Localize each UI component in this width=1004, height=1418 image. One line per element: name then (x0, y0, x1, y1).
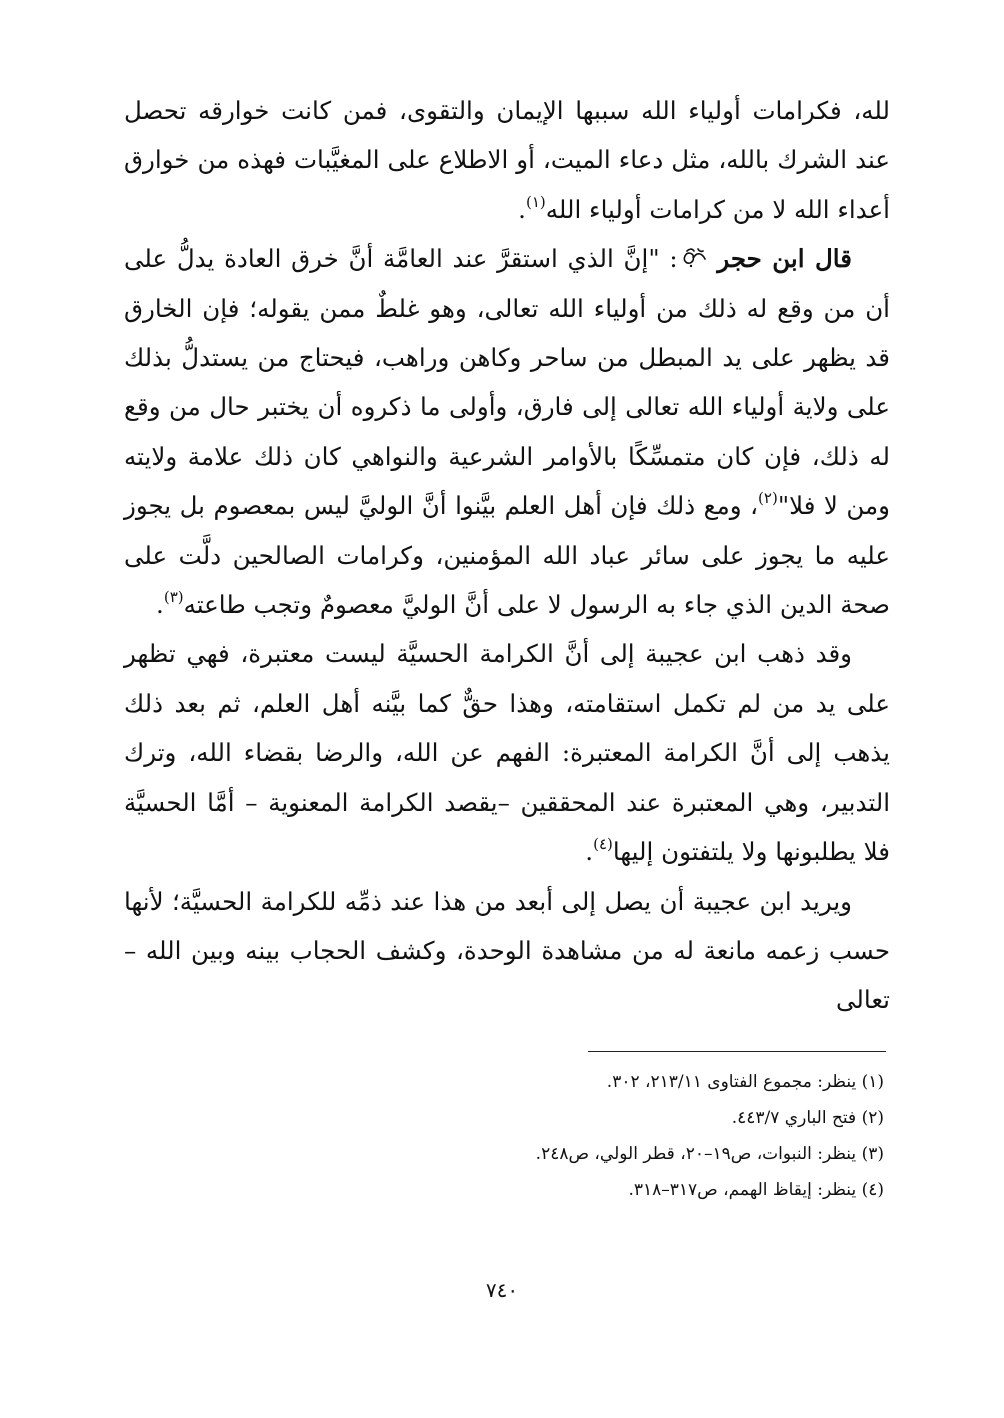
footnote-ref-3[interactable]: (٣) (163, 588, 184, 607)
paragraph-2-end: . (156, 590, 164, 620)
footnote-ref-1[interactable]: (١) (525, 192, 546, 211)
honorific-glyph (678, 244, 708, 273)
paragraph-1-text: لله، فكرامات أولياء الله سببها الإيمان والتقوى، فمن كانت خوارقه تحصل عند الشرك بالله، مثل دعاء الميت، أو الاطلاع على المغيَّبات فهذه من خوارق أعداء الله لا من كرامات أولياء الله (124, 96, 890, 224)
paragraph-1 (124, 86, 890, 234)
footnote-separator (588, 1051, 886, 1052)
footnote-1: (١) ينظر: مجموع الفتاوى ٢١٣/١١، ٣٠٢. (606, 1072, 884, 1092)
paragraph-3-text: وقد ذهب ابن عجيبة إلى أنَّ الكرامة الحسيَّة ليست معتبرة، فهي تظهر على يد من لم تكمل استقامته، وهذا حقٌّ كما بيَّنه أهل العلم، ثم بعد ذلك يذهب إلى أنَّ الكرامة المعتبرة: الفهم عن الله، والرضا بقضاء الله، وترك التدبير، وهي المعتبرة عند المحققين –يقصد الكرامة المعنوية – أمَّا الحسيَّة فلا يطلبونها ولا يلتفتون إليها (124, 639, 890, 867)
footnote-4: (٤) ينظر: إيقاظ الهمم، ص٣١٧–٣١٨. (628, 1180, 884, 1200)
paragraph-2-text: : "إنَّ الذي استقرَّ عند العامَّة أنَّ خرق العادة يدلُّ على أن من وقع له ذلك من أولياء الله تعالى، وهو غلطٌ ممن يقوله؛ فإن الخارق قد يظهر على يد المبطل من ساحر وكاهن وراهب، فيحتاج من يستدلُّ بذلك على ولاية أولياء الله تعالى إلى فارق، وأولى ما ذكروه أن يختبر حال من وقع له ذلك، فإن كان متمسِّكًا بالأوامر الشرعية والنواهي كان ذلك علامة ولايته ومن لا فلا" (124, 244, 890, 521)
paragraph-4 (124, 877, 890, 1025)
paragraph-2-text-continued: ، ومع ذلك فإن أهل العلم بيَّنوا أنَّ الوليَّ ليس بمعصوم بل يجوز عليه ما يجوز على سائر عباد الله المؤمنين، وكرامات الصالحين دلَّت على صحة الدين الذي جاء به الرسول لا على أنَّ الوليَّ معصومٌ وتجب طاعته (124, 491, 890, 620)
paragraph-2 (124, 234, 890, 629)
main-text-body (124, 86, 890, 1025)
paragraph-3 (124, 629, 890, 876)
footnote-ref-4[interactable]: (٤) (593, 835, 613, 854)
footnote-2: (٢) فتح الباري ٤٤٣/٧. (731, 1108, 884, 1128)
footnote-3: (٣) ينظر: النبوات، ص١٩–٢٠، قطر الولي، ص٢٤٨. (535, 1144, 884, 1164)
paragraph-2-lead: قال ابن حجر (717, 244, 852, 274)
paragraph-1-end: . (518, 194, 526, 224)
page-number: ٧٤٠ (485, 1278, 519, 1302)
honorific-rahimahullah-icon (678, 245, 708, 271)
footnotes-section (124, 1064, 884, 1208)
paragraph-4-text: ويريد ابن عجيبة أن يصل إلى أبعد من هذا عند ذمِّه للكرامة الحسيَّة؛ لأنها حسب زعمه مانعة له من مشاهدة الوحدة، وكشف الحجاب بينه وبين الله –تعالى (124, 886, 890, 1015)
footnote-ref-2[interactable]: (٢) (758, 489, 778, 508)
paragraph-3-end: . (585, 837, 594, 867)
